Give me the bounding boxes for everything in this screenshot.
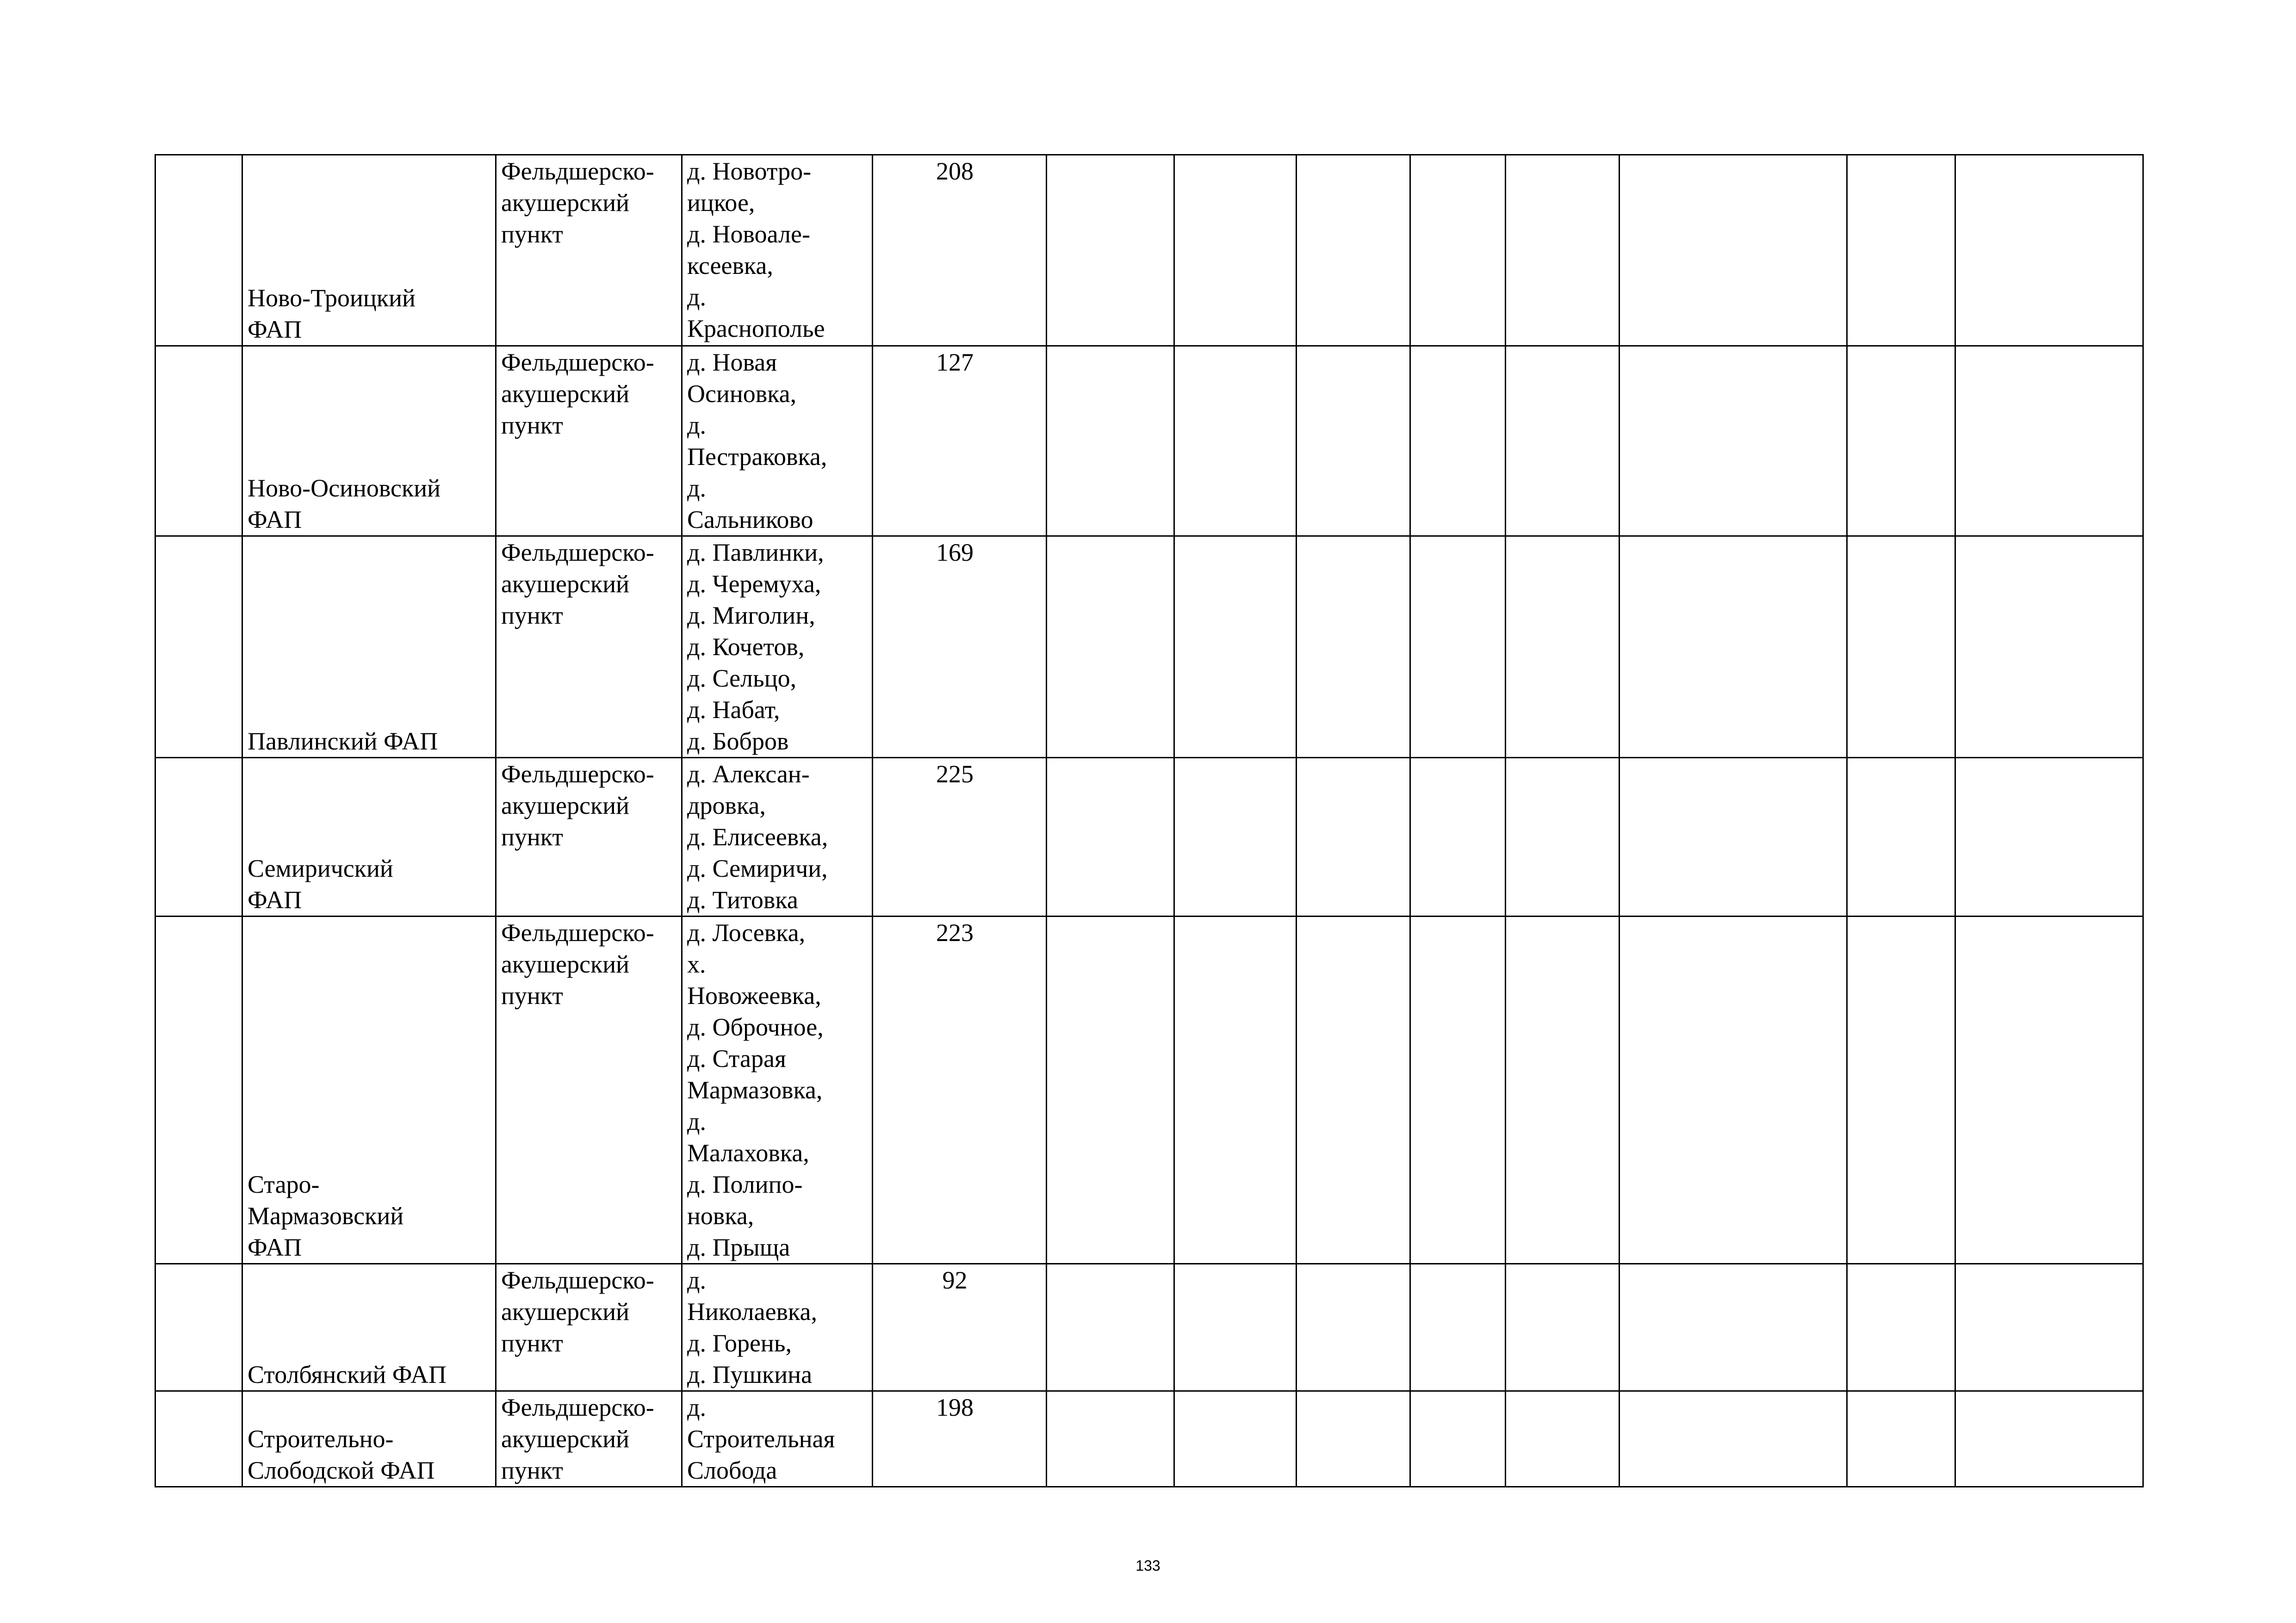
empty-cell (1047, 758, 1174, 917)
facility-type-line: пункт (501, 411, 563, 439)
settlement-line: дровка, (687, 792, 766, 819)
facility-name-cell (242, 155, 496, 346)
empty-cell (1410, 1391, 1506, 1487)
facility-type-cell (496, 346, 682, 536)
table-row (155, 758, 2143, 917)
facility-name-line: Павлинский ФАП (248, 727, 438, 755)
settlement-line: д. Набат, (687, 696, 780, 724)
empty-cell (1174, 1391, 1297, 1487)
table-row (155, 917, 2143, 1264)
settlements-cell (682, 917, 873, 1264)
number-cell (155, 758, 242, 917)
settlement-line: Краснополье (687, 315, 825, 342)
empty-cell (1174, 536, 1297, 758)
population-cell (873, 155, 1047, 346)
facility-type-line: акушерский (501, 189, 629, 217)
page-number: 133 (1136, 1557, 1160, 1574)
population-cell (873, 536, 1047, 758)
settlement-line: д. (687, 283, 706, 311)
facility-type-cell (496, 758, 682, 917)
settlement-line: новка, (687, 1202, 754, 1230)
empty-cell (1297, 536, 1410, 758)
settlement-line: д. Кочетов, (687, 633, 805, 661)
settlements-cell (682, 346, 873, 536)
population-cell (873, 758, 1047, 917)
empty-cell (1955, 758, 2143, 917)
facility-name-cell (242, 1264, 496, 1391)
settlement-line: Сальниково (687, 506, 813, 533)
empty-cell (1847, 758, 1955, 917)
empty-cell (1297, 1264, 1410, 1391)
settlement-line: д. Старая (687, 1045, 786, 1072)
empty-cell (1620, 155, 1847, 346)
settlement-line: д. (687, 411, 706, 439)
empty-cell (1297, 1391, 1410, 1487)
facility-type-line: Фельдшерско- (501, 1394, 654, 1421)
settlements-cell (682, 1264, 873, 1391)
empty-cell (1174, 758, 1297, 917)
settlement-line: д. Лосевка, (687, 919, 806, 947)
empty-cell (1620, 346, 1847, 536)
facility-name-line: Ново-Троицкий (248, 284, 416, 312)
settlement-line: д. Оброчное, (687, 1013, 824, 1041)
settlement-line: д. Елисеевка, (687, 823, 828, 851)
facility-type-line: Фельдшерско- (501, 348, 654, 376)
table-row (155, 1264, 2143, 1391)
empty-cell (1506, 155, 1620, 346)
settlement-line: д. (687, 474, 706, 502)
facility-name-line: ФАП (248, 506, 302, 533)
empty-cell (1847, 1264, 1955, 1391)
empty-cell (1847, 917, 1955, 1264)
empty-cell (1847, 155, 1955, 346)
empty-cell (1506, 758, 1620, 917)
facility-type-line: пункт (501, 601, 563, 629)
settlement-line: Николаевка, (687, 1298, 817, 1326)
facility-name-line: Мармазовский (248, 1202, 404, 1230)
population-value: 198 (936, 1394, 974, 1421)
number-cell (155, 1264, 242, 1391)
number-cell (155, 155, 242, 346)
settlement-line: д. Титовка (687, 886, 798, 914)
settlement-line: д. Новая (687, 348, 777, 376)
population-cell (873, 346, 1047, 536)
empty-cell (1047, 1264, 1174, 1391)
facility-type-cell (496, 917, 682, 1264)
settlement-line: д. Новотро- (687, 157, 812, 185)
facility-type-line: акушерский (501, 1298, 629, 1326)
empty-cell (1955, 917, 2143, 1264)
empty-cell (1410, 917, 1506, 1264)
empty-cell (1047, 346, 1174, 536)
empty-cell (1620, 536, 1847, 758)
facility-name-cell (242, 1391, 496, 1487)
settlement-line: Мармазовка, (687, 1076, 823, 1104)
table-row (155, 1391, 2143, 1487)
settlement-line: д. Черемуха, (687, 570, 821, 598)
facility-type-cell (496, 536, 682, 758)
facility-name-cell (242, 346, 496, 536)
number-cell (155, 1391, 242, 1487)
facility-name-line: Столбянский ФАП (248, 1361, 447, 1388)
settlement-line: Осиновка, (687, 380, 797, 408)
empty-cell (1506, 1391, 1620, 1487)
facility-name-line: Старо- (248, 1171, 320, 1198)
population-value: 92 (942, 1266, 968, 1294)
empty-cell (1297, 155, 1410, 346)
facility-type-line: пункт (501, 1329, 563, 1357)
settlement-line: д. Горень, (687, 1329, 792, 1357)
facility-type-line: акушерский (501, 1425, 629, 1453)
settlement-line: д. Прыща (687, 1233, 790, 1261)
population-value: 223 (936, 919, 974, 947)
empty-cell (1506, 1264, 1620, 1391)
facility-type-cell (496, 155, 682, 346)
facility-type-line: пункт (501, 823, 563, 851)
settlement-line: Пестраковка, (687, 443, 827, 471)
empty-cell (1047, 155, 1174, 346)
facility-type-line: Фельдшерско- (501, 1266, 654, 1294)
settlement-line: д. Сельцо, (687, 664, 797, 692)
population-cell (873, 1264, 1047, 1391)
settlements-cell (682, 1391, 873, 1487)
empty-cell (1410, 1264, 1506, 1391)
facility-name-line: ФАП (248, 886, 302, 914)
settlement-line: д. (687, 1108, 706, 1135)
table-row (155, 155, 2143, 346)
empty-cell (1410, 536, 1506, 758)
facility-type-line: акушерский (501, 792, 629, 819)
facility-type-line: пункт (501, 982, 563, 1010)
empty-cell (1174, 155, 1297, 346)
settlement-line: д. Семиричи, (687, 855, 828, 882)
table-row (155, 346, 2143, 536)
settlement-line: Слобода (687, 1456, 777, 1484)
empty-cell (1047, 1391, 1174, 1487)
population-cell (873, 917, 1047, 1264)
settlement-line: ицкое, (687, 189, 755, 217)
empty-cell (1955, 1391, 2143, 1487)
empty-cell (1955, 1264, 2143, 1391)
facility-name-cell (242, 917, 496, 1264)
facility-type-line: акушерский (501, 380, 629, 408)
empty-cell (1297, 346, 1410, 536)
empty-cell (1620, 1264, 1847, 1391)
facilities-table (155, 154, 2144, 1487)
empty-cell (1047, 536, 1174, 758)
facility-name-line: Слободской ФАП (248, 1456, 435, 1484)
settlement-line: д. Миголин, (687, 601, 815, 629)
facility-name-line: ФАП (248, 1233, 302, 1261)
settlement-line: д. (687, 1266, 706, 1294)
empty-cell (1620, 758, 1847, 917)
empty-cell (1174, 346, 1297, 536)
settlement-line: д. Пушкина (687, 1361, 813, 1388)
facility-type-line: Фельдшерско- (501, 760, 654, 788)
facility-type-line: акушерский (501, 570, 629, 598)
settlement-line: д. Полипо- (687, 1171, 803, 1198)
facility-type-line: Фельдшерско- (501, 157, 654, 185)
facility-type-line: Фельдшерско- (501, 539, 654, 566)
population-cell (873, 1391, 1047, 1487)
population-value: 169 (936, 539, 974, 566)
empty-cell (1047, 917, 1174, 1264)
empty-cell (1297, 917, 1410, 1264)
empty-cell (1410, 346, 1506, 536)
settlements-cell (682, 758, 873, 917)
empty-cell (1955, 346, 2143, 536)
facility-name-line: Ново-Осиновский (248, 474, 441, 502)
facility-name-line: Семиричский (248, 855, 393, 882)
settlements-cell (682, 536, 873, 758)
empty-cell (1955, 536, 2143, 758)
settlement-line: д. (687, 1394, 706, 1421)
empty-cell (1506, 917, 1620, 1264)
empty-cell (1955, 155, 2143, 346)
empty-cell (1620, 1391, 1847, 1487)
facility-name-line: Строительно- (248, 1425, 394, 1453)
facility-name-line: ФАП (248, 316, 302, 343)
empty-cell (1174, 917, 1297, 1264)
settlement-line: х. (687, 950, 706, 978)
settlement-line: д. Бобров (687, 727, 789, 755)
empty-cell (1297, 758, 1410, 917)
empty-cell (1410, 758, 1506, 917)
facility-type-cell (496, 1391, 682, 1487)
settlement-line: д. Павлинки, (687, 539, 824, 566)
empty-cell (1174, 1264, 1297, 1391)
empty-cell (1620, 917, 1847, 1264)
number-cell (155, 536, 242, 758)
facility-name-cell (242, 536, 496, 758)
settlement-line: д. Алексан- (687, 760, 810, 788)
settlement-line: д. Новоале- (687, 220, 810, 248)
empty-cell (1506, 536, 1620, 758)
population-value: 127 (936, 348, 974, 376)
table-body (155, 155, 2143, 1487)
settlements-cell (682, 155, 873, 346)
facility-type-line: пункт (501, 220, 563, 248)
facility-name-cell (242, 758, 496, 917)
facility-type-line: акушерский (501, 950, 629, 978)
population-value: 225 (936, 760, 974, 788)
empty-cell (1506, 346, 1620, 536)
empty-cell (1410, 155, 1506, 346)
facility-type-cell (496, 1264, 682, 1391)
number-cell (155, 917, 242, 1264)
population-value: 208 (936, 157, 974, 185)
settlement-line: Строительная (687, 1425, 835, 1453)
empty-cell (1847, 1391, 1955, 1487)
settlement-line: Малаховка, (687, 1139, 809, 1167)
settlement-line: ксеевка, (687, 252, 773, 279)
empty-cell (1847, 346, 1955, 536)
settlement-line: Новожеевка, (687, 982, 821, 1010)
facility-type-line: Фельдшерско- (501, 919, 654, 947)
empty-cell (1847, 536, 1955, 758)
facility-type-line: пункт (501, 1456, 563, 1484)
number-cell (155, 346, 242, 536)
table-row (155, 536, 2143, 758)
